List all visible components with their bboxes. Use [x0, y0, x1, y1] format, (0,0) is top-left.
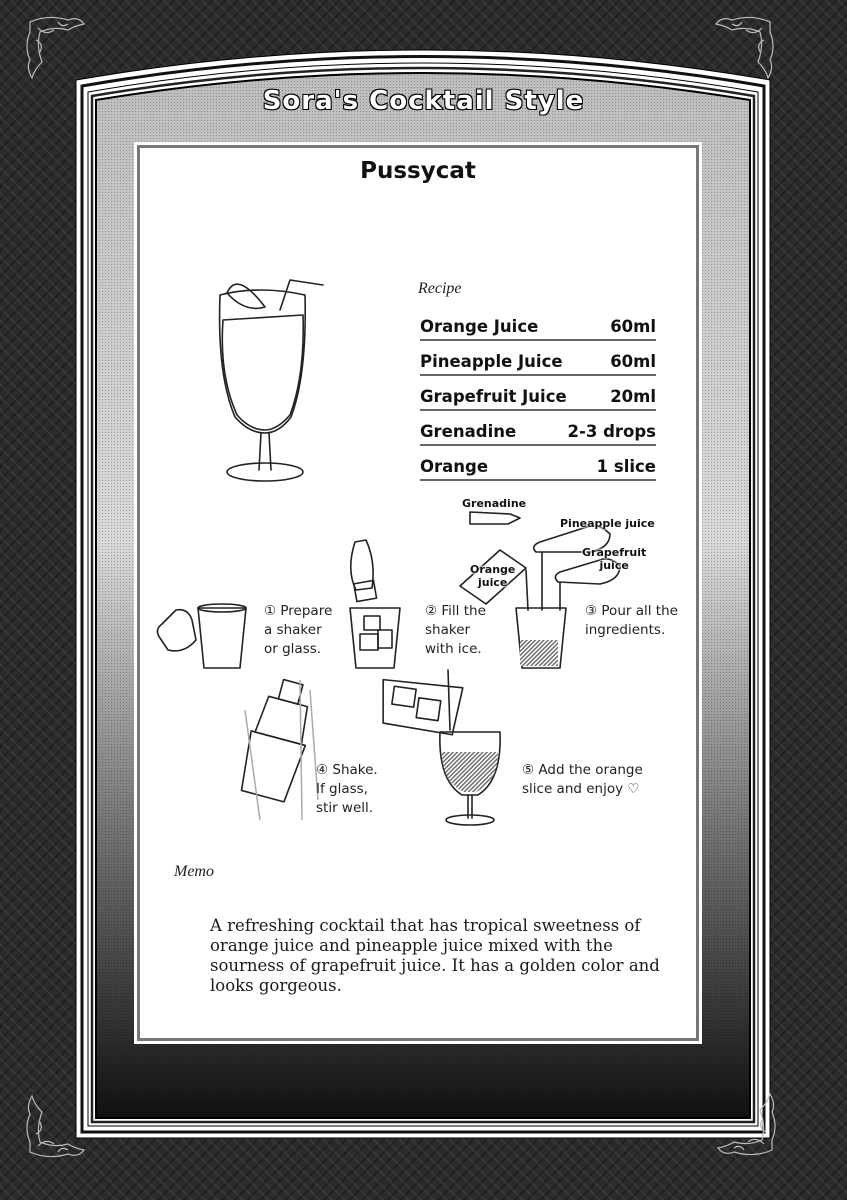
shaker-cap-icon — [157, 610, 196, 651]
grenadine-bottle-icon — [470, 512, 520, 524]
ingredient-amount: 2-3 drops — [567, 422, 656, 441]
corner-ornament-icon — [714, 1090, 784, 1160]
label-pineapple-juice: Pineapple juice — [560, 517, 655, 530]
ingredient-name: Pineapple Juice — [420, 352, 563, 371]
ingredient-name: Grapefruit Juice — [420, 387, 567, 406]
recipe-table — [420, 308, 656, 483]
step-5: ⑤ Add the orange slice and enjoy ♡ — [522, 762, 643, 797]
step-1: ① Prepare a shaker or glass. — [264, 603, 333, 657]
ingredient-row — [420, 448, 656, 481]
ingredient-row — [420, 413, 656, 446]
ingredient-name: Orange Juice — [420, 317, 539, 336]
ingredient-row — [420, 343, 656, 376]
memo-label: Memo — [174, 863, 214, 880]
ingredient-name: Orange — [420, 457, 489, 476]
recipe-label: Recipe — [418, 280, 462, 297]
ingredient-amount: 60ml — [610, 317, 656, 336]
label-grenadine: Grenadine — [462, 497, 527, 510]
corner-ornament-icon — [712, 12, 782, 82]
step-4: ④ Shake. If glass, stir well. — [316, 762, 378, 816]
cocktail-glass-illustration — [195, 265, 330, 485]
cocktail-name: Pussycat — [360, 158, 476, 184]
step-3: ③ Pour all the ingredients. — [585, 603, 678, 638]
step-2: ② Fill the shaker with ice. — [425, 603, 486, 657]
ingredient-row — [420, 308, 656, 341]
ingredient-row — [420, 378, 656, 411]
memo-text: A refreshing cocktail that has tropical sweetness of orange juice and pineapple juice mixed with the sourness of grapefruit juice. It has a golden color and looks gorgeous. — [210, 916, 660, 995]
ingredient-amount: 20ml — [610, 387, 656, 406]
glass-icon — [198, 608, 246, 668]
label-orange-juice: Orange juice — [470, 563, 516, 589]
corner-ornament-icon — [18, 12, 88, 82]
ingredient-amount: 1 slice — [596, 457, 656, 476]
ingredient-name: Grenadine — [420, 422, 517, 441]
ingredient-amount: 60ml — [610, 352, 656, 371]
series-title: Sora's Cocktail Style — [262, 86, 585, 116]
corner-ornament-icon — [18, 1092, 88, 1162]
label-grapefruit-juice: Grapefruit juice — [582, 546, 647, 572]
